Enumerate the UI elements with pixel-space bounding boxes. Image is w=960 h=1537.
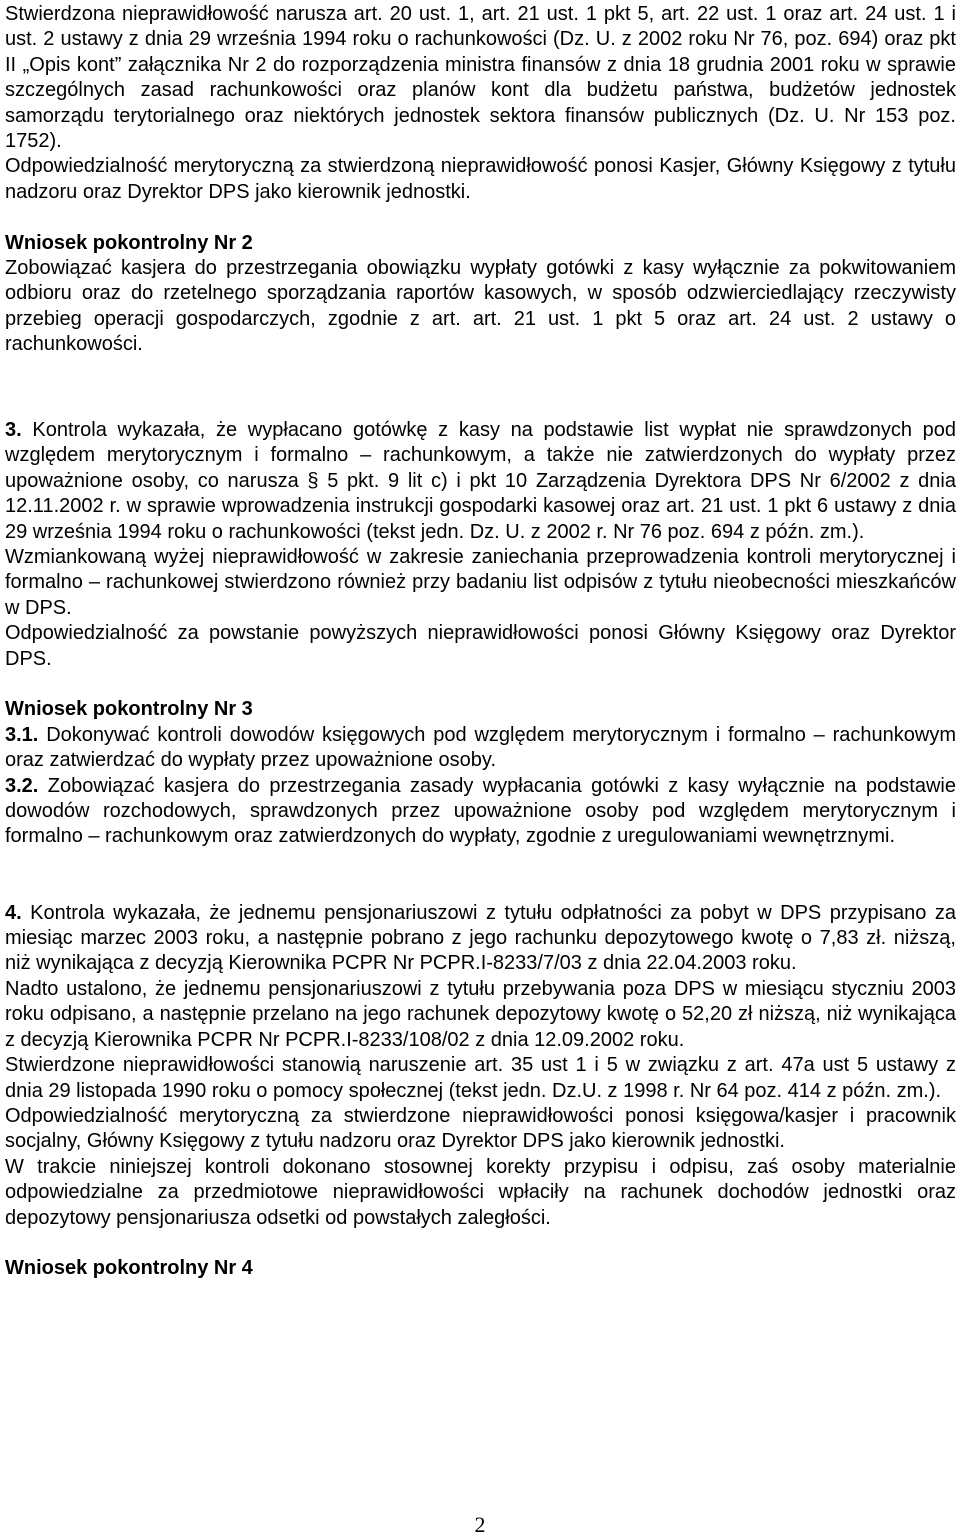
spacer: [5, 205, 956, 230]
finding-3-number: 3.: [5, 419, 22, 441]
finding-3-text: Kontrola wykazała, że wypłacano gotówkę z kasy na podstawie list wypłat nie sprawdzonych pod względem merytorycznym i formalno – rachunkowym, a także nie zatwierdzonych do wypłaty przez upoważnione osoby, co narusza § 5 pkt. 9 lit c) i pkt 10 Zarządzenia Dyrektora DPS Nr 6/2002 z dnia 12.11.2002 r. w sprawie wprowadzenia instrukcji gospodarki kasowej oraz art. 21 ust. 1 pkt 6 ustawy z dnia 29 września 1994 roku o rachunkowości (tekst jedn. Dz. U. z 2002 r. Nr 76 poz. 694 z późn. zm.).: [5, 419, 956, 543]
recommendation-4-heading: Wniosek pokontrolny Nr 4: [5, 1257, 253, 1280]
section-2-continuation: [5, 2, 956, 358]
sections-3-4: [5, 418, 956, 1282]
recommendation-3-2-text: Zobowiązać kasjera do przestrzegania zasady wypłacania gotówki z kasy wyłącznie na podstawie dowodów rozchodowych, sprawdzonych przez upoważnione osoby pod względem merytorycznym i formalno – rachunkowym oraz zatwierdzonych do wypłaty, zgodnie z uregulowaniami wewnętrznymi.: [5, 774, 956, 848]
recommendation-3-1-number: 3.1.: [5, 723, 39, 746]
finding-4-correction: W trakcie niniejszej kontroli dokonano stosownej korekty przypisu i odpisu, zaś osoby materialnie odpowiedzialne za przedmiotowe nieprawidłowości wpłaciły na rachunek dochodów jednostki oraz depozytowy pensjonariusza odsetki od powstałych zaległości.: [5, 1155, 956, 1229]
recommendation-3-2: [5, 774, 956, 850]
finding-3-paragraph: [5, 418, 956, 545]
recommendation-2-text: Zobowiązać kasjera do przestrzegania obowiązku wypłaty gotówki z kasy wyłącznie za pokwitowaniem odbioru oraz do rzetelnego sporządzania raportów kasowych, w sposób odzwierciedlający rzeczywisty przebieg operacji gospodarczych, zgodnie z art. art. 21 ust. 1 pkt 5 oraz art. 24 ust. 2 ustawy o rachunkowości.: [5, 257, 956, 356]
recommendation-2-heading: Wniosek pokontrolny Nr 2: [5, 231, 253, 254]
finding-4-number: 4.: [5, 901, 22, 924]
responsibility-paragraph: Odpowiedzialność merytoryczną za stwierdzoną nieprawidłowość ponosi Kasjer, Główny Księgowy z tytułu nadzoru oraz Dyrektor DPS jako kierownik jednostki.: [5, 155, 956, 203]
recommendation-3-heading: Wniosek pokontrolny Nr 3: [5, 698, 253, 721]
finding-3-responsibility: Odpowiedzialność za powstanie powyższych nieprawidłowości ponosi Główny Księgowy oraz Dyrektor DPS.: [5, 622, 956, 670]
finding-4-text: Kontrola wykazała, że jednemu pensjonariuszowi z tytułu odpłatności za pobyt w DPS przypisano za miesiąc marzec 2003 roku, a następnie pobrano z jego rachunku depozytowego kwotę o 7,83 zł. niższą, niż wynikająca z decyzją Kierownika PCPR Nr PCPR.I-8233/7/03 z dnia 22.04.2003 roku.: [5, 901, 956, 975]
page-number: 2: [474, 1512, 486, 1537]
recommendation-3-2-number: 3.2.: [5, 774, 39, 797]
spacer: [5, 1231, 956, 1256]
spacer: [5, 875, 956, 900]
recommendation-3-1: [5, 723, 956, 774]
violation-paragraph: Stwierdzona nieprawidłowość narusza art. 20 ust. 1, art. 21 ust. 1 pkt 5, art. 22 ust. 1 oraz art. 24 ust. 1 i ust. 2 ustawy z dnia 29 września 1994 roku o rachunkowości (Dz. U. z 2002 roku Nr 76, poz. 694) oraz pkt II „Opis kont” załącznika Nr 2 do rozporządzenia ministra finansów z dnia 18 grudnia 2001 roku w sprawie szczególnych zasad rachunkowości oraz planów kont dla budżetu państwa, budżetów jednostek samorządu terytorialnego oraz niektórych jednostek sektora finansów publicznych (Dz. U. Nr 153 poz. 1752).: [5, 3, 956, 153]
finding-4-additional: Nadto ustalono, że jednemu pensjonariuszowi z tytułu przebywania poza DPS w miesiącu styczniu 2003 roku odpisano, a następnie przelano na jego rachunek depozytowy kwotę o 52,20 zł niższą, niż wynikająca z decyzją Kierownika PCPR Nr PCPR.I-8233/108/02 z dnia 12.09.2002 roku.: [5, 977, 956, 1051]
recommendation-3-1-text: Dokonywać kontroli dowodów księgowych pod względem merytorycznym i formalno – rachunkowym oraz zatwierdzać do wypłaty przez upoważnione osoby.: [5, 723, 956, 772]
spacer: [5, 672, 956, 697]
finding-4-responsibility: Odpowiedzialność merytoryczną za stwierdzone nieprawidłowości ponosi księgowa/kasjer i pracownik socjalny, Główny Księgowy z tytułu nadzoru oraz Dyrektor DPS jako kierownik jednostki.: [5, 1104, 956, 1153]
spacer: [5, 850, 956, 875]
finding-4-paragraph: [5, 901, 956, 977]
finding-4-violation: Stwierdzone nieprawidłowości stanowią naruszenie art. 35 ust 1 i 5 w związku z art. 47a ust 5 ustawy z dnia 29 listopada 1990 roku o pomocy społecznej (tekst jedn. Dz.U. z 1998 r. Nr 64 poz. 414 z późn. zm.).: [5, 1054, 956, 1102]
finding-3-additional: Wzmiankowaną wyżej nieprawidłowość w zakresie zaniechania przeprowadzenia kontroli merytorycznej i formalno – rachunkowej stwierdzono również przy badaniu list odpisów z tytułu nieobecności mieszkańców w DPS.: [5, 546, 956, 619]
